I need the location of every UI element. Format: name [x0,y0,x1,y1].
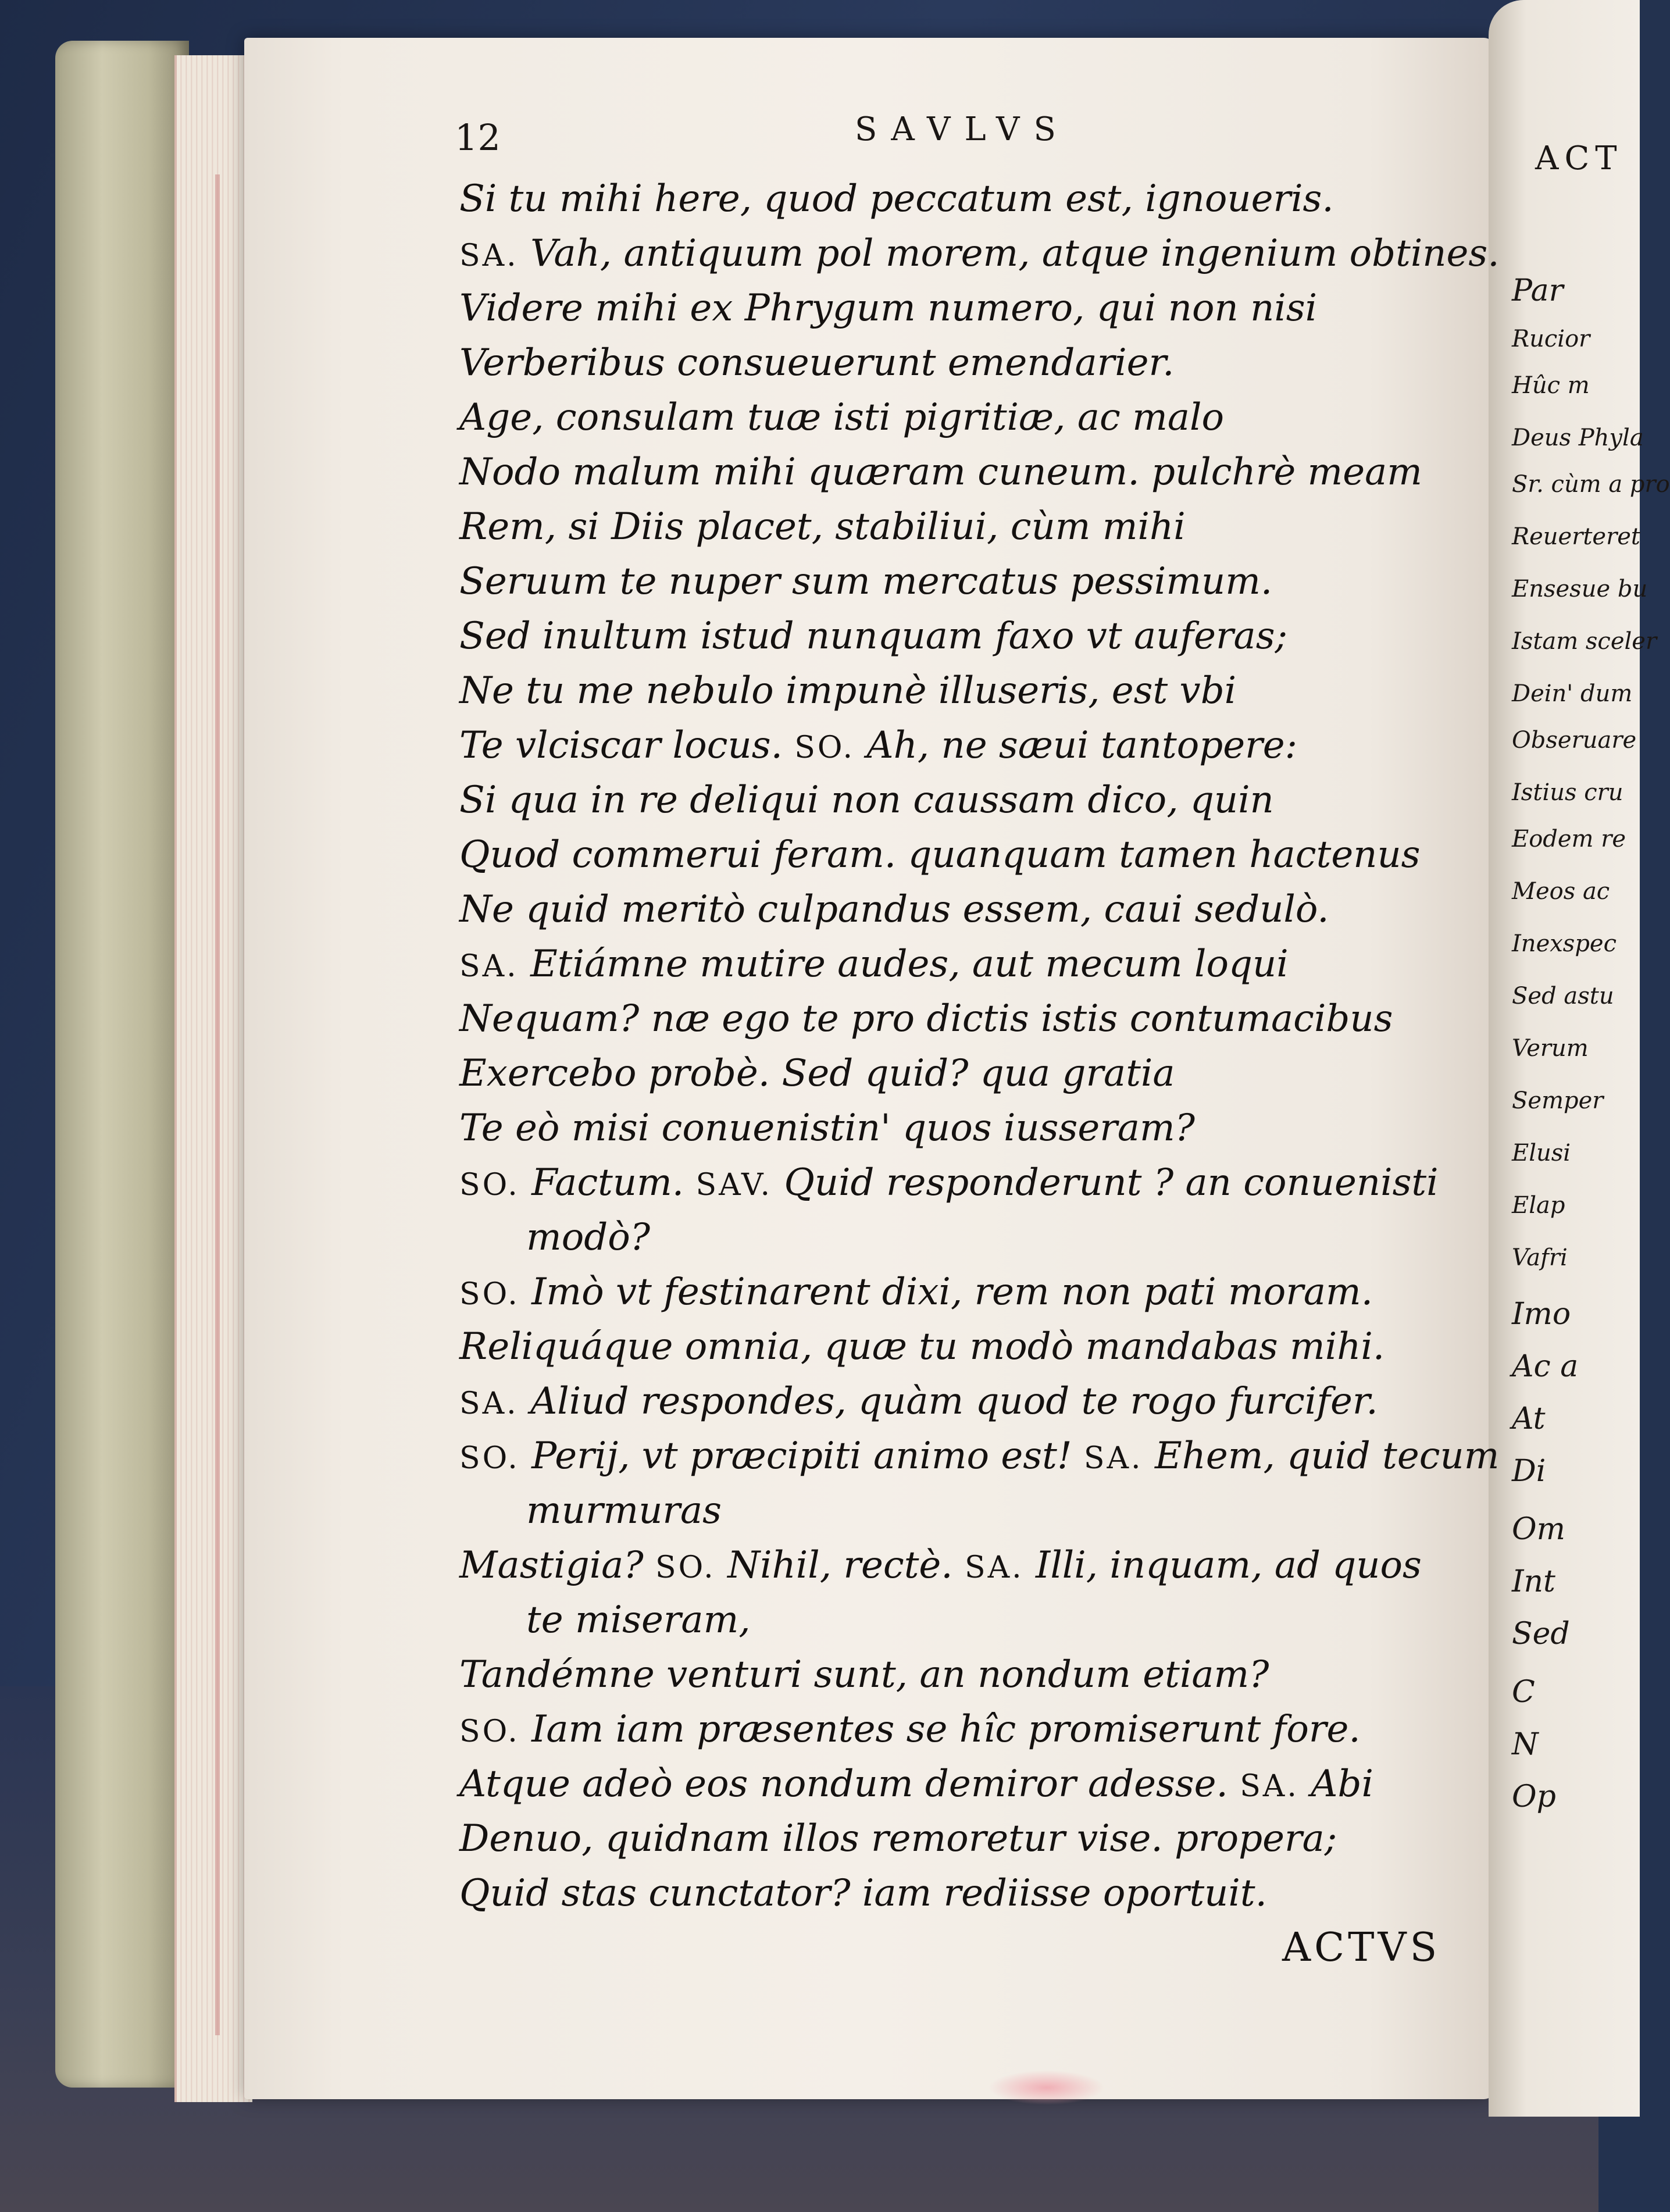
line-text: Ah, ne sæui tantopere: [866,724,1298,767]
text-line [459,1866,1460,1921]
facing-page-fragment: Elap [1512,1192,1565,1219]
text-line [459,281,1460,336]
page-edges [174,55,252,2102]
text-line [459,718,1460,773]
text-line [459,663,1460,718]
line-text: Nihil, rectè. [727,1544,953,1587]
text-line [459,445,1460,500]
facing-page-fragment: Inexspec [1512,930,1617,957]
speaker-label: SA. [459,1386,519,1421]
facing-page-fragment: Di [1512,1454,1546,1489]
facing-page-fragment: Op [1512,1779,1556,1814]
text-line [459,827,1460,882]
speaker-label: SA. [459,949,519,984]
text-line [459,1155,1460,1210]
line-text: Illi, inquam, ad quos [1036,1544,1422,1587]
text-line [459,336,1460,390]
facing-page-fragment: Sed [1512,1617,1570,1651]
line-text: Videre mihi ex Phrygum numero, qui non nisi [459,287,1318,330]
line-text: Nodo malum mihi quæram cuneum. pulchrè meam [459,451,1422,494]
text-line [459,1429,1500,1483]
facing-page-fragment: Ac a [1512,1349,1579,1384]
line-text: Denuo, quidnam illos remoretur vise. propera; [459,1817,1337,1860]
facing-page-fragment: Eodem re [1512,826,1626,852]
speaker-label: SA. [1240,1769,1299,1804]
facing-page-fragment: Istius cru [1512,779,1623,806]
text-line [459,1702,1460,1757]
line-text: Vah, antiquum pol morem, atque ingenium obtines. [530,232,1500,275]
book-spine [55,41,189,2088]
text-line [459,882,1460,937]
line-text: Quod commerui feram. quanquam tamen hactenus [459,833,1421,876]
facing-page-fragment: Verum [1512,1035,1589,1062]
line-text: te miseram, [526,1599,751,1642]
line-text: modò? [526,1216,651,1259]
line-text: Quid responderunt ? an conuenisti [784,1161,1439,1204]
facing-page-fragment: Dein' dum [1512,680,1633,707]
facing-page-fragment: Vafri [1512,1244,1568,1271]
facing-page-fragment: N [1512,1727,1539,1762]
facing-page-fragment: Istam sceler [1512,628,1657,655]
facing-page-fragment: Hûc m [1512,372,1590,399]
facing-page-fragment: Semper [1512,1087,1604,1114]
line-text: murmuras [526,1489,722,1532]
facing-page-fragment: Rucior [1512,326,1590,352]
facing-page-fragment: C [1512,1675,1535,1710]
speaker-label: SO. [655,1550,716,1585]
text-line [459,1811,1460,1866]
line-text: Abi [1311,1763,1373,1806]
line-text: Ne tu me nebulo impunè illuseris, est vbi [459,669,1237,712]
line-text: Ne quid meritò culpandus essem, caui sedulò. [459,888,1329,931]
text-line [459,1265,1460,1319]
speaker-label: SA. [1083,1441,1143,1476]
red-edge-stain [215,174,220,2035]
text-line [459,500,1460,554]
text-line [459,937,1460,991]
line-text: Factum. [531,1161,684,1204]
line-text: Imò vt festinarent dixi, rem non pati moram. [531,1271,1373,1314]
text-line [459,1757,1460,1811]
facing-page-fragment: Obseruare [1512,727,1637,754]
line-text: Rem, si Diis placet, stabiliui, cùm mihi [459,505,1186,548]
facing-page-fragment: Int [1512,1564,1555,1599]
line-text: Age, consulam tuæ isti pigritiæ, ac malo [459,396,1225,439]
catchword: ACTVS [1282,1925,1441,1971]
line-text: Mastigia? [459,1544,644,1587]
line-text: Tandémne venturi sunt, an nondum etiam? [459,1653,1269,1696]
text-line [459,1647,1460,1702]
line-text: Etiámne mutire audes, aut mecum loqui [530,943,1289,986]
page-number: 12 [455,116,501,159]
facing-page-fragment: Reuerteret [1512,523,1640,550]
line-text: Si qua in re deliqui non caussam dico, quin [459,779,1274,822]
speaker-label: SO. [459,1714,520,1749]
text-line [459,1538,1460,1593]
text-line [459,609,1460,663]
running-title: SAVLVS [855,110,1070,148]
facing-page-fragment: ACT [1535,140,1623,177]
line-text: Verberibus consueuerunt emendarier. [459,341,1175,384]
text-line [459,554,1460,609]
facing-page-fragment: Imo [1512,1297,1571,1332]
line-text: Perij, vt præcipiti animo est! [531,1435,1072,1478]
facing-page-fragment: Meos ac [1512,878,1610,905]
line-text: Seruum te nuper sum mercatus pessimum. [459,560,1273,603]
line-text: Te eò misi conuenistin' quos iusseram? [459,1107,1195,1150]
text-line [459,1374,1460,1429]
text-line [459,172,1460,226]
speaker-label: SO. [459,1168,520,1203]
line-text: Exercebo probè. Sed quid? qua gratia [459,1052,1175,1095]
verse-text-block [459,172,1500,1921]
facing-page-fragment: Sed astu [1512,983,1614,1009]
speaker-label: SO. [459,1441,520,1476]
text-line [459,1483,1460,1538]
facing-page-fragment: Om [1512,1512,1565,1547]
text-line [459,1210,1460,1265]
text-line [459,773,1460,827]
facing-page-fragment: Elusi [1512,1140,1571,1166]
line-text: Aliud respondes, quàm quod te rogo furcifer. [530,1380,1378,1423]
line-text: Ehem, quid tecum [1154,1435,1500,1478]
text-line [459,991,1460,1046]
text-line [459,1593,1460,1647]
speaker-label: SA. [964,1550,1024,1585]
line-text: Iam iam præsentes se hîc promiserunt fore. [531,1708,1361,1751]
speaker-label: SAV. [695,1168,773,1203]
speaker-label: SA. [459,238,519,273]
line-text: Reliquáque omnia, quæ tu modò mandabas mihi. [459,1325,1385,1368]
line-text: Atque adeò eos nondum demiror adesse. [459,1763,1228,1806]
line-text: Sed inultum istud nunquam faxo vt auferas; [459,615,1288,658]
text-line [459,1046,1460,1101]
line-text: Si tu mihi here, quod peccatum est, ignoueris. [459,177,1334,220]
facing-page-fragment: Par [1512,273,1564,308]
speaker-label: SO. [794,730,855,765]
facing-page-fragment: Ensesue bu [1512,576,1648,602]
text-line [459,1101,1460,1155]
line-text: Quid stas cunctator? iam rediisse oportuit. [459,1872,1267,1915]
text-line [459,390,1460,445]
text-line [459,1319,1460,1374]
facing-page-fragment: Sr. cùm a pro [1512,471,1670,498]
facing-page-fragment: At [1512,1401,1546,1436]
light-reflection [989,2070,1105,2105]
line-text: Nequam? næ ego te pro dictis istis contumacibus [459,997,1393,1040]
facing-page-fragment: Deus Phyla [1512,424,1644,451]
line-text: Te vlciscar locus. [459,724,783,767]
text-line [459,226,1500,281]
speaker-label: SO. [459,1277,520,1312]
